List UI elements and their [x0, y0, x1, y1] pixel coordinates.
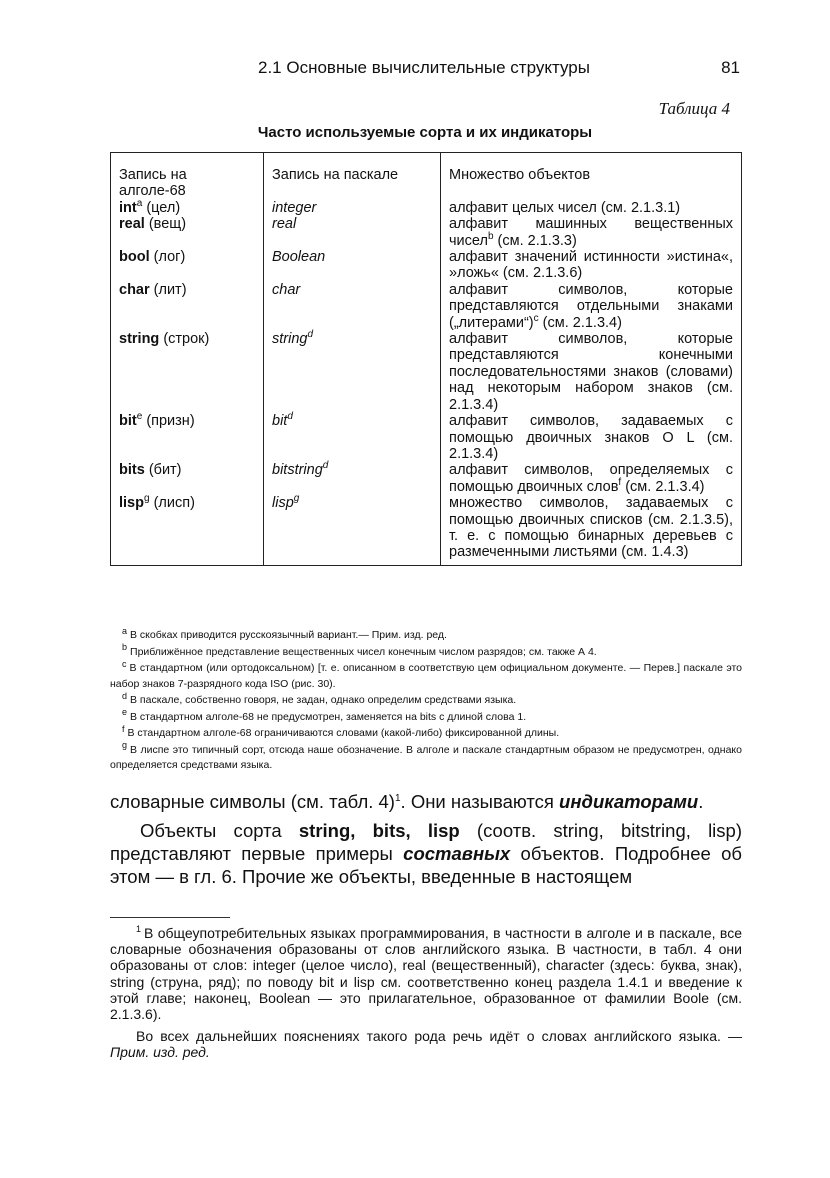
algol-cell: real (вещ) [111, 216, 264, 249]
table-note: d В паскале, собственно говоря, не задан, однако определим средствами языка. [122, 690, 517, 706]
column-header-algol: Запись на алголе-68 [111, 153, 264, 200]
table-body [111, 197, 742, 565]
objects-cell: множество символов, задаваемых с помощью двоичных списков (см. 2.1.3.5), т. е. с помощью бинарных деревьев с размеченными листьями (см. 1.4.3) [441, 495, 742, 565]
algol-cell: bool (лог) [111, 249, 264, 282]
table-row [111, 331, 742, 413]
footnote-mark: 1 [136, 924, 142, 935]
table-note: e В стандартном алголе-68 не предусмотрен, заменяется на bits с длиной слова 1. [122, 707, 527, 723]
footnote-credit: Прим. изд. ред. [110, 1044, 210, 1061]
column-header-objects: Множество объектов [441, 153, 742, 200]
algol-cell: int$^a$ (цел) [111, 200, 264, 216]
table-row [111, 413, 742, 462]
pascal-cell: lisp$^g$ [264, 495, 441, 565]
table-row [111, 282, 742, 331]
table-label: Таблица 4 [658, 99, 730, 118]
objects-cell: алфавит символов, определяемых с помощью двоичных слов$^f$ (см. 2.1.3.4) [441, 462, 742, 495]
footnote: $^1$ В общеупотребительных языках программирования, в частности в алголе и в паскале, все словарные обозначения образованы от слов английского языка. В частности, в табл. 4 они образованы от слов: integer (целое число), real (вещественный), character (здесь: буква, знак), string (струна, ряд); по поводу bit и lisp см. соответственно конец раздела 1.4.1 и введение к этой главе; наконец, Boolean — это прилагательное, образованное от фамилии Boole (см. 2.1.3.6). [110, 924, 742, 1023]
footnote-divider [110, 917, 230, 918]
term-composite: составных [403, 843, 511, 864]
objects-cell: алфавит целых чисел (см. 2.1.3.1) [441, 200, 742, 216]
objects-cell: алфавит символов, задаваемых с помощью двоичных знаков O L (см. 2.1.3.4) [441, 413, 742, 462]
table-row [111, 462, 742, 495]
pascal-cell: Boolean [264, 249, 441, 282]
algol-cell: bit$^e$ (призн) [111, 413, 264, 462]
table-note: a В скобках приводится русскоязычный вариант.— Прим. изд. ред. [122, 625, 447, 641]
table-header-row [111, 153, 742, 200]
objects-cell: алфавит машинных вещественных чисел$^b$ (см. 2.1.3.3) [441, 216, 742, 249]
pascal-cell: bit$^d$ [264, 413, 441, 462]
table-note: g В лиспе это типичный сорт, отсюда наше обозначение. В алголе и паскале стандартным образом не предусмотрен, однако определяется средствами языка. [110, 740, 742, 771]
sort-names: string, bits, lisp [298, 820, 460, 841]
table-notes [110, 625, 742, 775]
objects-cell: алфавит символов, которые представляются конечными последовательностями знаков (словами) над некоторым набором знаков (см. 2.1.3.4) [441, 331, 742, 413]
running-title: 2.1 Основные вычислительные структуры [258, 58, 590, 77]
table-note: f В стандартном алголе-68 ограничиваются словами (какой-либо) фиксированной длины. [122, 723, 560, 739]
table-note: c В стандартном (или ортодоксальном) [т. е. описанном в соответствую цем официальном документе. — Перев.] паскале это набор знаков 7-разрядного кода ISO (рис. 30). [110, 658, 742, 690]
main-text [110, 790, 742, 888]
pascal-cell: real [264, 216, 441, 249]
algol-cell: bits (бит) [111, 462, 264, 495]
paragraph: словарные символы (см. табл. 4)$^1$. Они называются индикаторами. [110, 791, 704, 812]
table-row [111, 495, 742, 565]
objects-cell: алфавит символов, которые представляются отдельными знаками („литерами“)$^c$ (см. 2.1.3.4) [441, 282, 742, 331]
sorts-table [110, 152, 742, 566]
objects-cell: алфавит значений истинности »истина«, »ложь« (см. 2.1.3.6) [441, 249, 742, 282]
pascal-cell: string$^d$ [264, 331, 441, 413]
pascal-cell: bitstring$^d$ [264, 462, 441, 495]
pascal-cell: integer [264, 200, 441, 216]
page-header [110, 58, 740, 82]
column-header-pascal: Запись на паскале [264, 153, 441, 200]
table-caption: Часто используемые сорта и их индикаторы [257, 124, 593, 141]
algol-cell: string (строк) [111, 331, 264, 413]
table-row [111, 216, 742, 249]
table-row [111, 249, 742, 282]
page-number: 81 [721, 58, 740, 77]
term-indicators: индикаторами [559, 791, 699, 812]
footnote-ref: 1 [394, 792, 401, 804]
algol-cell: lisp$^g$ (лисп) [111, 495, 264, 565]
pascal-cell: char [264, 282, 441, 331]
algol-cell: char (лит) [111, 282, 264, 331]
paragraph: Объекты сорта string, bits, lisp (соотв. string, bitstring, lisp) представляют первые примеры составных объектов. Подробнее об этом — в гл. 6. Прочие же объекты, введенные в настоящем [110, 820, 742, 887]
table-row [111, 200, 742, 216]
table-note: b Приближённое представление вещественных чисел конечным числом разрядов; см. также А 4. [122, 642, 597, 658]
footnote-continuation: Во всех дальнейших пояснениях такого рода речь идёт о словах английского языка. — Прим. изд. ред. [110, 1028, 742, 1061]
footnotes [110, 925, 742, 1061]
